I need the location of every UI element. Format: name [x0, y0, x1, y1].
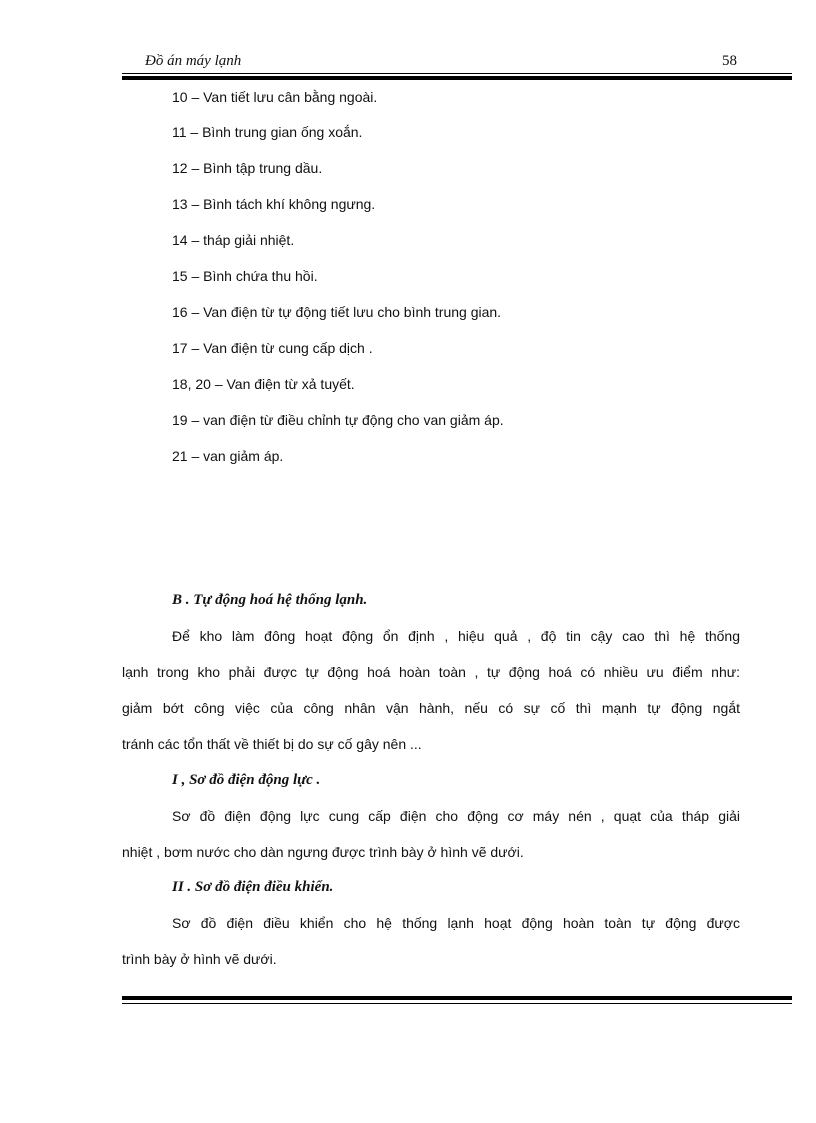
header-rule-thick	[122, 76, 792, 80]
list-item: 14 – tháp giải nhiệt.	[172, 232, 295, 248]
paragraph-line: nhiệt , bơm nước cho dàn ngưng được trình bày ở hình vẽ dưới.	[122, 844, 524, 860]
document-title: Đồ án máy lạnh	[145, 53, 242, 69]
list-item: 11 – Bình trung gian ống xoắn.	[172, 124, 363, 140]
list-item: 21 – van giảm áp.	[172, 448, 284, 464]
paragraph-line: Sơ đồ điện động lực cung cấp điện cho động cơ máy nén , quạt của tháp giải	[172, 808, 740, 824]
list-item: 16 – Van điện từ tự động tiết lưu cho bình trung gian.	[172, 304, 502, 320]
paragraph-line: Để kho làm đông hoạt động ổn định , hiệu quả , độ tin cậy cao thì hệ thống	[172, 628, 740, 644]
list-item: 13 – Bình tách khí không ngưng.	[172, 196, 376, 212]
footer-rule-thick	[122, 996, 792, 1000]
list-item: 15 – Bình chứa thu hồi.	[172, 268, 318, 284]
paragraph-line: lạnh trong kho phải được tự động hoá hoàn toàn , tự động hoá có nhiều ưu điểm như:	[122, 664, 740, 680]
section-2-heading: II . Sơ đồ điện điều khiển.	[172, 879, 334, 895]
list-item: 18, 20 – Van điện từ xả tuyết.	[172, 376, 355, 392]
footer-rule-thin	[122, 1003, 792, 1004]
header-rule-thin	[122, 73, 792, 74]
page-number: 58	[722, 53, 737, 69]
list-item: 17 – Van điện từ cung cấp dịch .	[172, 340, 373, 356]
section-b-heading: B . Tự động hoá hệ thống lạnh.	[172, 592, 368, 608]
paragraph-line: giảm bớt công việc của công nhân vận hành, nếu có sự cố thì mạnh tự động ngắt	[122, 700, 740, 716]
paragraph-line: trình bày ở hình vẽ dưới.	[122, 951, 277, 967]
paragraph-line: tránh các tổn thất về thiết bị do sự cố gây nên ...	[122, 736, 422, 752]
section-1-heading: I , Sơ đồ điện động lực .	[172, 772, 321, 788]
paragraph-line: Sơ đồ điện điều khiển cho hệ thống lạnh hoạt động hoàn toàn tự động được	[172, 915, 740, 931]
list-item: 10 – Van tiết lưu cân bằng ngoài.	[172, 89, 378, 105]
list-item: 12 – Bình tập trung dầu.	[172, 160, 323, 176]
list-item: 19 – van điện từ điều chỉnh tự động cho van giảm áp.	[172, 412, 504, 428]
